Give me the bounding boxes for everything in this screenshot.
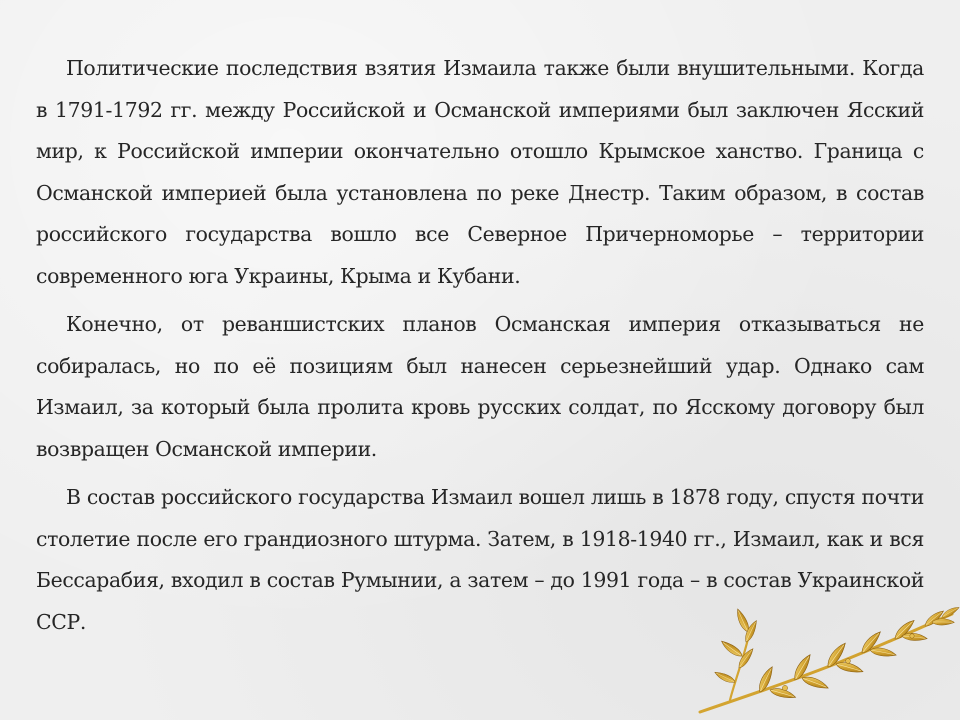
text-block bbox=[36, 48, 924, 650]
paragraph-izmail-later-history: В состав российского государства Измаил вошел лишь в 1878 году, спустя почти столетие после его грандиозного штурма. Затем, в 1918-1940 гг., Измаил, как и вся Бессарабия, входил в состав Румынии, а затем – до 1991 года – в состав Украинской ССР. bbox=[36, 485, 924, 634]
laurel-branch-icon bbox=[690, 600, 960, 720]
paragraph-political-consequences: Политические последствия взятия Измаила также были внушительными. Когда в 1791-1792 гг. между Российской и Османской империями был заключен Ясский мир, к Российской империи окончательно отошло Крымское ханство. Граница с Османской империей была установлена по реке Днестр. Таким образом, в состав российского государства вошло все Северное Причерноморье – территории современного юга Украины, Крыма и Кубани. bbox=[36, 56, 924, 288]
paragraph-ottoman-revanche: Конечно, от реваншистских планов Османская империя отказываться не собиралась, но по её позициям был нанесен серьезнейший удар. Однако сам Измаил, за который была пролита кровь русских солдат, по Ясскому договору был возвращен Османской империи. bbox=[36, 312, 924, 461]
